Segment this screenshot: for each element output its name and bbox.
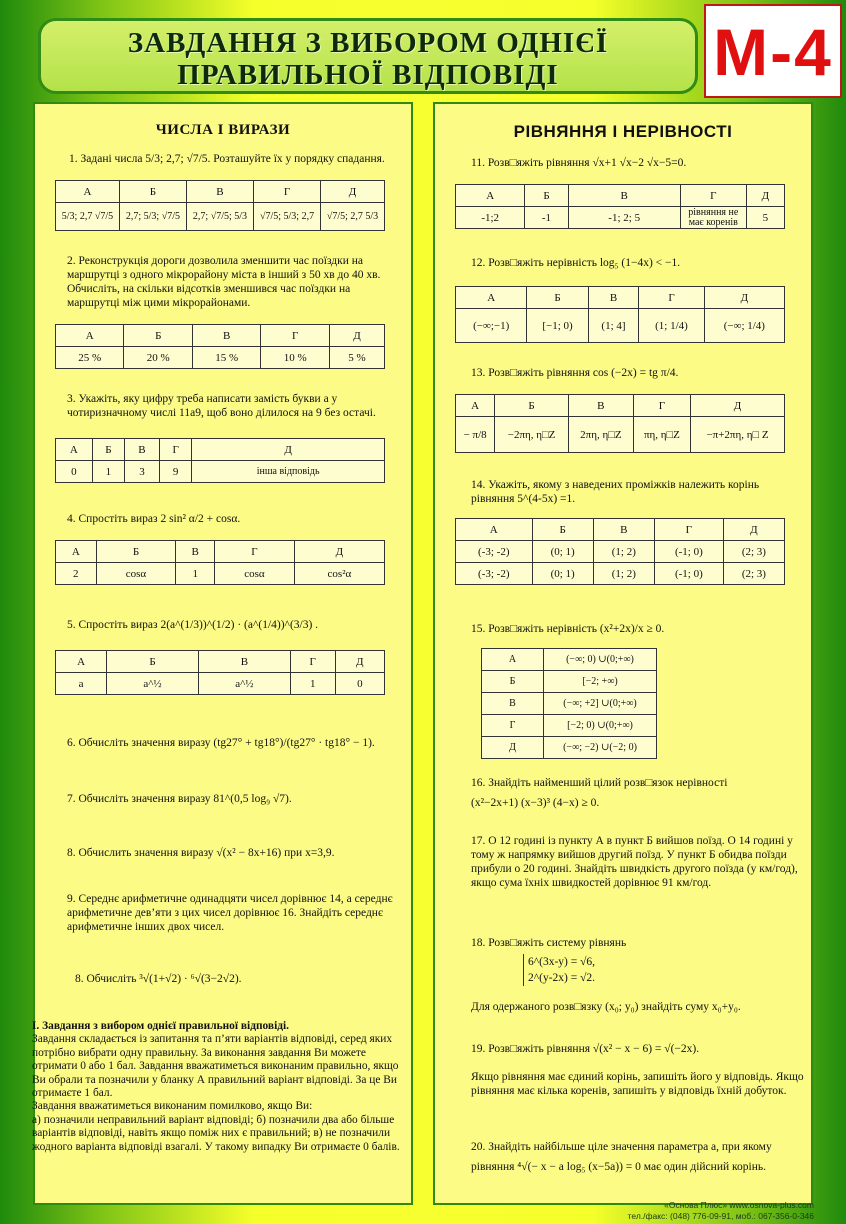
table-cell: 2,7; √7/5; 5/3 [186,203,253,231]
table-cell: 2,7; 5/3; √7/5 [119,203,186,231]
table-cell: Г [215,541,295,563]
table-header-row [456,519,785,541]
instructions-body-2: Завдання вважатиметься виконаним помилково, якщо Ви: [32,1100,313,1113]
question-12: 12. Розв□яжіть нерівність log₅ (1−4x) < −1. [471,257,681,269]
table-cell: Д [746,185,784,207]
question-6: 6. Обчисліть значення виразу (tg27° + tg18°)/(tg27° · tg18° − 1). [67,737,375,749]
table-cell: Д [335,651,384,673]
table-cell: 2πη, η□Z [568,417,633,453]
table-cell: (1; 2) [593,541,654,563]
question-11: 11. Розв□яжіть рівняння √x+1 √x−2 √x−5=0. [471,157,687,169]
table-cell: (−∞; −2) ∪(−2; 0) [544,737,657,759]
table-cell: Д [704,287,784,309]
table-cell: [−1; 0) [527,309,588,343]
table-cell: Б [527,287,588,309]
table-cell: В [593,519,654,541]
table-cell: −π+2πη, η□ Z [691,417,785,453]
answer-table-1 [55,180,385,231]
table-row [482,671,657,693]
table-cell: 5/3; 2,7 √7/5 [56,203,120,231]
equation-system [523,954,595,986]
left-column-title: ЧИСЛА І ВИРАЗИ [155,122,291,138]
publisher-line: «Основа Плюс» www.osnova-plus.com [664,1200,814,1210]
table-row [56,563,385,585]
table-cell: √7/5; 2,7 5/3 [321,203,385,231]
table-cell: Б [119,181,186,203]
question-16: 16. Знайдіть найменший цілий розв□язок нерівності [471,777,728,789]
answer-table-14 [455,518,785,585]
table-cell: А [456,185,525,207]
table-cell: Д [723,519,784,541]
table-cell: В [588,287,639,309]
table-header-row [56,439,385,461]
table-cell: Б [495,395,569,417]
table-cell: (-1; 0) [654,541,723,563]
question-3: 3. Укажіть, яку цифру треба написати замість букви а у чотиризначному числі 11а9, щоб воно ділилося на 9 без остачі. [67,393,376,419]
answer-table-11 [455,184,785,229]
table-cell: (2; 3) [723,541,784,563]
answer-table-13 [455,394,785,453]
table-cell: 2 [56,563,97,585]
table-cell: Б [532,519,593,541]
answer-table-4 [55,540,385,585]
table-cell: 25 % [56,347,124,369]
table-cell: А [56,541,97,563]
instructions-body: Завдання складається із запитання та п’яти варіантів відповіді, серед яких потрібно вибрати одну правильну. За виконання завдання Ви можете отримати 0 або 1 бал. Завдання вважатиметься виконаним правильно, якщо Ви обрали та позначили у бланку А правильний варіант відповіді. За це Ви отримаєте 1 бал. [32,1033,399,1100]
question-20-equation: рівняння ⁴√(− x − a log₅ (x−5a)) = 0 має один дійсний корінь. [471,1161,766,1173]
question-9: 9. Середнє арифметичне одинадцяти чисел дорівнює 14, а середнє арифметичне дев’яти з цих чисел дорівнює 16. Знайдіть середнє арифметичне інших двох чисел. [67,893,393,933]
instructions-title: І. Завдання з вибором однієї правильної відповіді. [32,1020,290,1032]
table-cell: Д [192,439,385,461]
answer-table-5 [55,650,385,695]
table-cell: (2; 3) [723,563,784,585]
answer-table-15 [481,648,657,759]
table-cell: Д [294,541,384,563]
table-cell: Б [525,185,568,207]
table-cell: cosα [96,563,176,585]
question-19: 19. Розв□яжіть рівняння √(x² − x − 6) = √(−2x). [471,1043,700,1055]
table-cell: (−∞; 1/4) [704,309,784,343]
table-header-row [56,541,385,563]
table-cell: (1; 2) [593,563,654,585]
poster-code-badge: М-4 [704,4,842,98]
table-cell: πη, η□Z [633,417,690,453]
table-cell: 1 [92,461,124,483]
table-row [56,461,385,483]
right-column-title: РІВНЯННЯ І НЕРІВНОСТІ [513,122,733,141]
table-cell: 0 [335,673,384,695]
table-header-row [56,325,385,347]
table-cell: В [482,693,544,715]
table-cell: Б [92,439,124,461]
table-cell: -1; 2; 5 [568,207,680,229]
publisher-contacts: тел./факс: (048) 776-09-91, моб.: 067-356-0-346 [627,1211,814,1221]
table-cell: А [482,649,544,671]
table-header-row [56,651,385,673]
equation-1: 6^(3x-y) = √6, [528,956,596,968]
table-cell: a [56,673,107,695]
table-cell: А [56,439,93,461]
table-cell: -1 [525,207,568,229]
table-cell: В [124,439,159,461]
table-cell: [−2; +∞) [544,671,657,693]
table-cell: (0; 1) [532,541,593,563]
table-cell: А [56,651,107,673]
table-cell: (0; 1) [532,563,593,585]
table-cell: Г [254,181,321,203]
table-cell: (−∞; +2] ∪(0;+∞) [544,693,657,715]
table-cell: (1; 1/4) [639,309,704,343]
table-cell: [−2; 0) ∪(0;+∞) [544,715,657,737]
table-cell: (−∞;−1) [456,309,527,343]
question-7: 7. Обчисліть значення виразу 81^(0,5 log₉ √7). [67,793,292,805]
table-cell: В [568,185,680,207]
table-row [56,347,385,369]
equation-2: 2^(y-2x) = √2. [528,972,596,984]
question-17: 17. О 12 годині із пункту А в пункт Б вийшов поїзд. О 14 годині у тому ж напрямку вийшов другий поїзд. У пункт Б обидва поїзди прибули о 20 годині. Знайдіть швидкість другого поїзда (у км/год), якщо сума їхніх швидкостей дорівнює 91 км/год. [471,835,798,889]
table-row [482,693,657,715]
question-18: 18. Розв□яжіть систему рівнянь [471,937,627,949]
table-cell: -1;2 [456,207,525,229]
table-cell: − π/8 [456,417,495,453]
table-row [456,309,785,343]
question-15: 15. Розв□яжіть нерівність (x²+2x)/x ≥ 0. [471,623,665,635]
table-cell: Г [261,325,329,347]
table-cell: Г [633,395,690,417]
table-row [482,649,657,671]
table-cell: (−∞; 0) ∪(0;+∞) [544,649,657,671]
answer-table-3 [55,438,385,483]
table-cell: cosα [215,563,295,585]
table-cell: 5 % [329,347,384,369]
table-cell: Г [639,287,704,309]
table-header-row [456,287,785,309]
table-cell: В [198,651,290,673]
question-18-note: Для одержаного розв□язку (x₀; y₀) знайдіть суму x₀+y₀. [471,1001,741,1013]
table-cell: Д [321,181,385,203]
question-4: 4. Спростіть вираз 2 sin² α/2 + cosα. [67,513,241,525]
table-cell: В [568,395,633,417]
question-5: 5. Спростіть вираз 2(a^(1/3))^(1/2) · (a^(1/4))^(3/3) . [67,619,319,631]
table-cell: В [192,325,260,347]
table-cell: 1 [176,563,215,585]
table-cell: 3 [124,461,159,483]
question-19-note: Якщо рівняння має єдиний корінь, запишіть його у відповідь. Якщо рівняння має кілька коренів, запишіть у відповідь їхній добуток. [471,1071,804,1097]
table-cell: Д [482,737,544,759]
table-cell: Б [96,541,176,563]
question-14: 14. Укажіть, якому з наведених проміжків належить корінь рівняння 5^(4-5x) =1. [471,479,760,505]
table-cell: 5 [746,207,784,229]
table-cell: Б [124,325,192,347]
table-cell: −2πη, η□Z [495,417,569,453]
title-line-1: ЗАВДАННЯ З ВИБОРОМ ОДНІЄЇ [127,27,609,59]
table-row [456,417,785,453]
table-row [456,541,785,563]
question-16-expression: (x²−2x+1) (x−3)³ (4−x) ≥ 0. [471,797,600,809]
table-cell: (-3; -2) [456,563,533,585]
table-cell: В [176,541,215,563]
table-row [56,673,385,695]
table-cell: А [56,181,120,203]
table-cell: Д [691,395,785,417]
table-cell: інша відповідь [192,461,385,483]
table-cell: А [56,325,124,347]
table-cell: (-3; -2) [456,541,533,563]
table-cell: 0 [56,461,93,483]
table-cell: (-1; 0) [654,563,723,585]
table-header-row [456,185,785,207]
table-cell: Б [107,651,199,673]
table-row [482,715,657,737]
table-row [456,207,785,229]
table-cell: рівняння не має коренів [680,207,746,229]
table-cell: Г [680,185,746,207]
table-row [482,737,657,759]
table-header-row [456,395,785,417]
table-cell: А [456,519,533,541]
table-cell: √7/5; 5/3; 2,7 [254,203,321,231]
table-cell: А [456,287,527,309]
table-cell: 20 % [124,347,192,369]
table-cell: (1; 4] [588,309,639,343]
question-10: 8. Обчисліть ³√(1+√2) · ⁶√(3−2√2). [75,973,242,985]
title-line-2: ПРАВИЛЬНОЇ ВІДПОВІДІ [177,59,559,91]
table-cell: a^½ [107,673,199,695]
table-cell: Г [290,651,335,673]
table-cell: a^½ [198,673,290,695]
question-2: 2. Реконструкція дороги дозволила зменшити час поїздки на маршрутці з одного мікрорайону міста в інший з 50 хв до 40 хв. Обчисліть, на скільки відсотків зменшився час поїздки на маршрутці між цими мікрорайонами. [67,255,381,309]
table-cell: 15 % [192,347,260,369]
question-8: 8. Обчислить значення виразу √(x² − 8x+16) при x=3,9. [67,847,335,859]
right-column [433,102,813,1205]
table-cell: cos²α [294,563,384,585]
question-1: 1. Задані числа 5/3; 2,7; √7/5. Розташуйте їх у порядку спадання. [69,153,385,165]
instructions-block [32,1020,404,1154]
table-cell: 10 % [261,347,329,369]
table-cell: Б [482,671,544,693]
answer-table-12 [455,286,785,343]
question-20: 20. Знайдіть найбільше ціле значення параметра а, при якому [471,1141,772,1153]
table-cell: Г [160,439,192,461]
table-cell: А [456,395,495,417]
table-cell: В [186,181,253,203]
table-cell: Д [329,325,384,347]
table-row [56,203,385,231]
table-cell: Г [654,519,723,541]
instructions-body-3: а) позначили неправильний варіант відповіді; б) позначили два або більше варіантів відповіді, навіть якщо поміж них є правильний; в) не позначили жодного варіанта відповіді взагалі. У такому випадку Ви отримаєте 0 балів. [32,1113,400,1153]
question-13: 13. Розв□яжіть рівняння cos (−2x) = tg π/4. [471,367,679,379]
table-cell: Г [482,715,544,737]
table-cell: 9 [160,461,192,483]
table-row [456,563,785,585]
answer-table-2 [55,324,385,369]
page-title [38,18,698,94]
table-header-row [56,181,385,203]
table-cell: 1 [290,673,335,695]
